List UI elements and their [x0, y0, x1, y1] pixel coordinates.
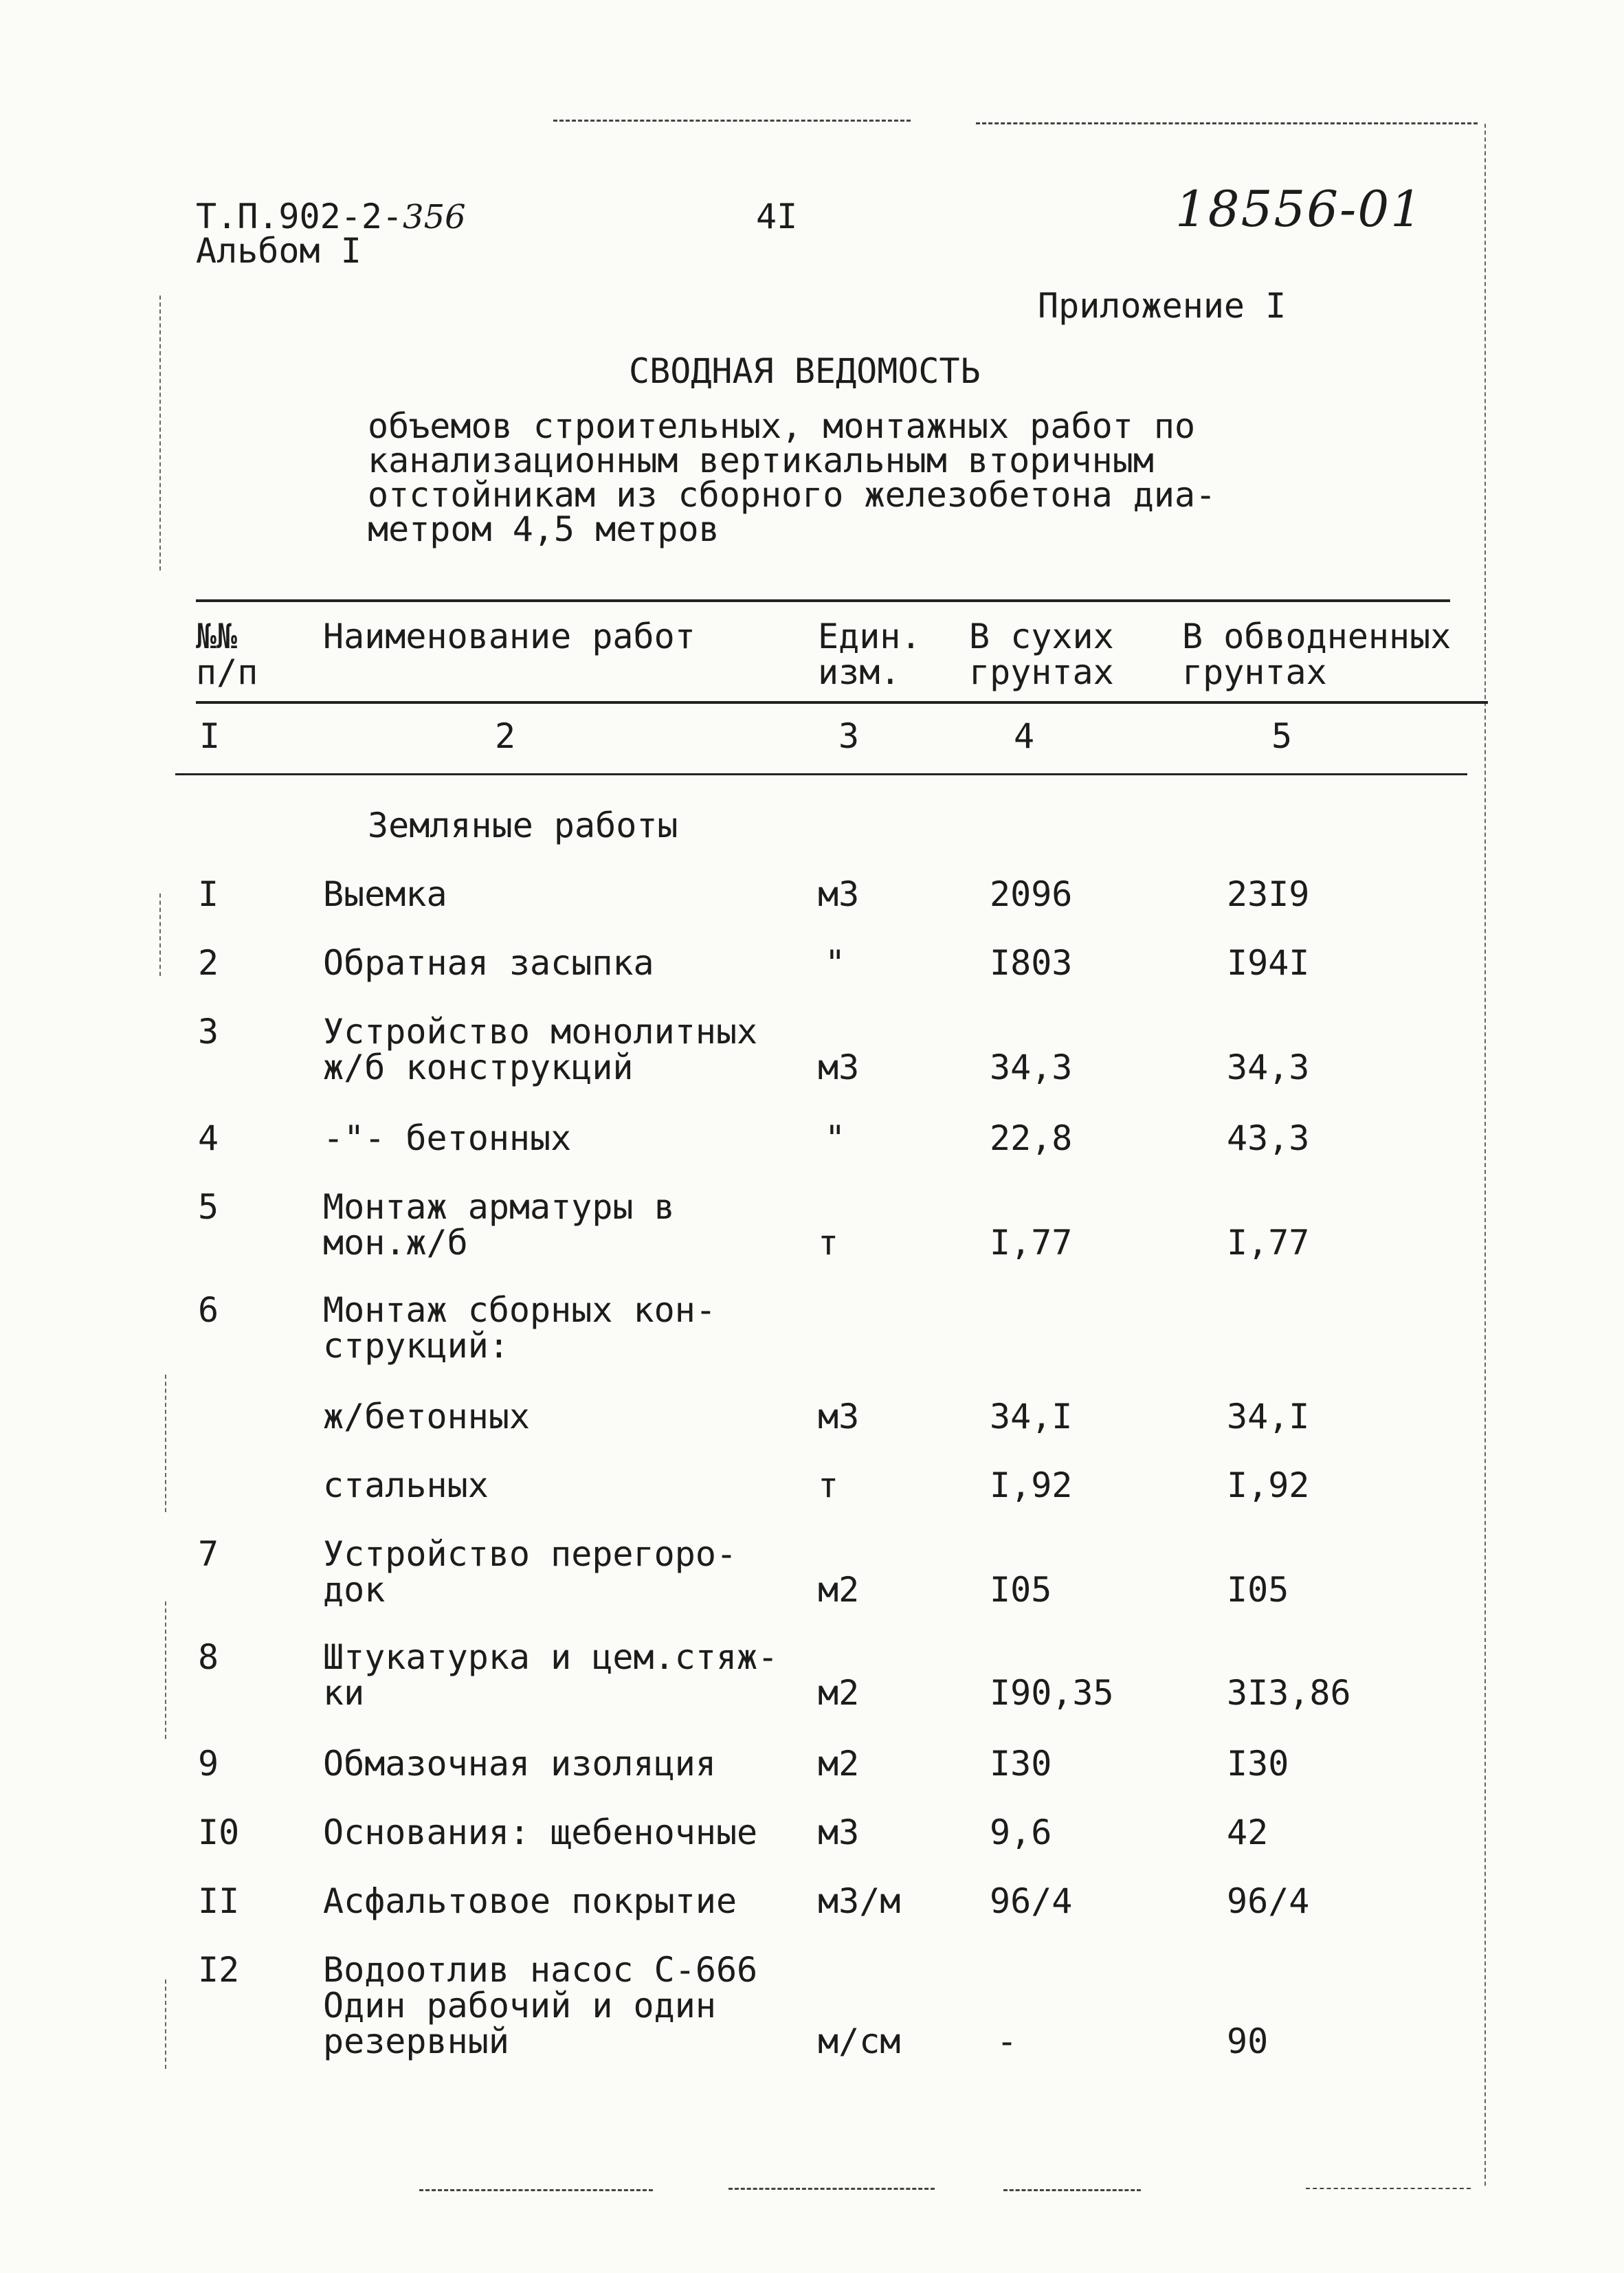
row-9-wet: I30: [1227, 1744, 1289, 1784]
row-11-num: II: [198, 1881, 240, 1921]
subtitle-line-2: канализационным вертикальным вторичным: [368, 441, 1154, 480]
row-7-num: 7: [198, 1534, 219, 1574]
row-8-num: 8: [198, 1637, 219, 1677]
page-number: 4I: [756, 197, 798, 236]
subtitle-line-3: отстойникам из сборного железобетона диа-: [368, 475, 1216, 515]
bottom-dash-2: [728, 2188, 935, 2190]
row-11-name: Асфальтовое покрытие: [323, 1881, 737, 1921]
right-edge-dash: [1484, 124, 1486, 2186]
row-10-name: Основания: щебеночные: [323, 1812, 758, 1852]
row-6b-dry: I,92: [990, 1465, 1073, 1505]
document-title: СВОДНАЯ ВЕДОМОСТЬ: [629, 351, 981, 391]
row-1-unit: м3: [818, 874, 860, 914]
row-3-num: 3: [198, 1012, 219, 1052]
header-wet: В обводненных грунтах: [1182, 617, 1451, 692]
doc-prefix: Т.П.902-2-: [196, 197, 403, 236]
col-number-3: 3: [838, 716, 860, 756]
left-edge-dash-3: [165, 1375, 166, 1512]
doc-reference: [196, 199, 466, 234]
album-label: Альбом I: [196, 231, 361, 271]
row-1-num: I: [198, 874, 219, 914]
header-name: Наименование работ: [323, 617, 696, 656]
row-3-unit: м3: [818, 1047, 860, 1087]
col-number-1: I: [199, 716, 221, 756]
row-5-unit: т: [818, 1223, 839, 1263]
row-6a-wet: 34,I: [1227, 1397, 1310, 1437]
row-1-wet: 23I9: [1227, 874, 1310, 914]
row-6b-unit: т: [818, 1465, 839, 1505]
header-bottom-rule: [196, 701, 1488, 704]
col-number-5: 5: [1271, 716, 1293, 756]
row-8-name: Штукатурка и цем.стяж- ки: [323, 1637, 779, 1713]
row-6a-unit: м3: [818, 1397, 860, 1437]
row-12-num: I2: [198, 1950, 240, 1990]
row-10-num: I0: [198, 1812, 240, 1852]
row-9-unit: м2: [818, 1744, 860, 1784]
row-7-unit: м2: [818, 1570, 860, 1610]
row-12-dry: -: [997, 2021, 1018, 2061]
row-2-wet: I94I: [1227, 943, 1310, 983]
appendix-label: Приложение I: [1038, 286, 1287, 326]
col-numbers-rule: [175, 773, 1467, 775]
row-12-unit: м/см: [818, 2021, 901, 2061]
row-2-unit: ": [825, 943, 846, 983]
row-9-dry: I30: [990, 1744, 1052, 1784]
row-1-name: Выемка: [323, 874, 447, 914]
row-5-name: Монтаж арматуры в мон.ж/б: [323, 1187, 675, 1263]
row-6a-dry: 34,I: [990, 1397, 1073, 1437]
top-dash-right: [976, 122, 1478, 124]
section-heading: Земляные работы: [368, 806, 678, 845]
row-4-num: 4: [198, 1118, 219, 1158]
row-6-num: 6: [198, 1290, 219, 1330]
col-number-4: 4: [1014, 716, 1035, 756]
row-6b-wet: I,92: [1227, 1465, 1310, 1505]
row-4-unit: ": [825, 1118, 846, 1158]
row-10-wet: 42: [1227, 1812, 1269, 1852]
row-6a-name: ж/бетонных: [323, 1397, 531, 1437]
row-5-num: 5: [198, 1187, 219, 1227]
row-8-dry: I90,35: [990, 1673, 1114, 1713]
row-2-name: Обратная засыпка: [323, 943, 654, 983]
row-11-dry: 96/4: [990, 1881, 1073, 1921]
bottom-dash-3: [1003, 2189, 1141, 2191]
table-top-rule: [196, 599, 1450, 602]
subtitle-line-1: объемов строительных, монтажных работ по: [368, 406, 1196, 446]
left-edge-dash-2: [159, 894, 161, 976]
header-unit: Един. изм.: [818, 617, 922, 692]
header-dry: В сухих грунтах: [969, 617, 1114, 692]
row-7-name: Устройство перегоро- док: [323, 1534, 737, 1610]
row-12-wet: 90: [1227, 2021, 1269, 2061]
row-3-wet: 34,3: [1227, 1047, 1310, 1087]
row-11-wet: 96/4: [1227, 1881, 1310, 1921]
row-11-unit: м3/м: [818, 1881, 901, 1921]
row-6-name: Монтаж сборных кон- струкций:: [323, 1290, 716, 1366]
row-12-name: Водоотлив насос С-666 Один рабочий и один резервный: [323, 1950, 758, 2061]
row-5-dry: I,77: [990, 1223, 1073, 1263]
row-2-num: 2: [198, 943, 219, 983]
row-4-name: -"- бетонных: [323, 1118, 572, 1158]
row-3-name: Устройство монолитных ж/б конструкций: [323, 1012, 758, 1087]
archive-number-handwritten: 18556-01: [1175, 180, 1423, 238]
header-num: №№ п/п: [196, 617, 258, 692]
col-number-2: 2: [495, 716, 516, 756]
row-4-dry: 22,8: [990, 1118, 1073, 1158]
row-6b-name: стальных: [323, 1465, 489, 1505]
left-edge-dash-4: [165, 1601, 166, 1739]
row-1-dry: 2096: [990, 874, 1073, 914]
left-edge-dash-1: [159, 296, 161, 570]
doc-number-handwritten: 356: [403, 198, 466, 236]
row-10-dry: 9,6: [990, 1812, 1052, 1852]
bottom-dash-1: [419, 2189, 653, 2191]
row-8-unit: м2: [818, 1673, 860, 1713]
row-5-wet: I,77: [1227, 1223, 1310, 1263]
row-8-wet: 3I3,86: [1227, 1673, 1351, 1713]
row-9-name: Обмазочная изоляция: [323, 1744, 716, 1784]
row-2-dry: I803: [990, 943, 1073, 983]
row-3-dry: 34,3: [990, 1047, 1073, 1087]
row-9-num: 9: [198, 1744, 219, 1784]
row-4-wet: 43,3: [1227, 1118, 1310, 1158]
row-10-unit: м3: [818, 1812, 860, 1852]
row-7-dry: I05: [990, 1570, 1052, 1610]
subtitle-line-4: метром 4,5 метров: [368, 509, 720, 549]
top-dash-left: [553, 120, 911, 122]
left-edge-dash-5: [165, 1980, 166, 2069]
bottom-dash-4: [1306, 2188, 1471, 2189]
row-7-wet: I05: [1227, 1570, 1289, 1610]
